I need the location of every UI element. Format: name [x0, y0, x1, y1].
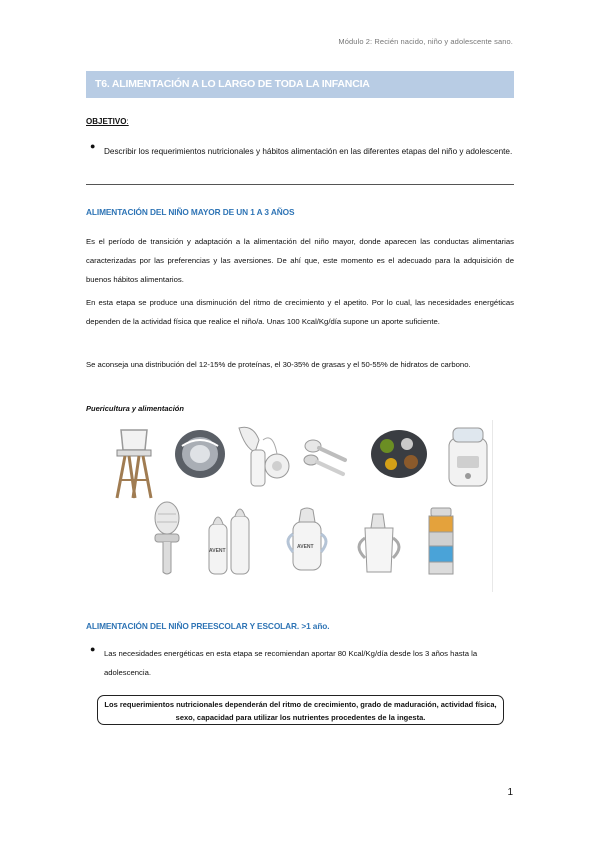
spoons-icon	[301, 434, 349, 478]
trainer-cup-icon	[283, 506, 331, 574]
objetivo-label-text: OBJETIVO	[86, 117, 127, 126]
breast-pump-icon	[233, 422, 291, 490]
bowl-icon	[173, 428, 227, 480]
section-heading-preschool: ALIMENTACIÓN DEL NIÑO PREESCOLAR Y ESCOLAR. >1 año.	[86, 621, 330, 631]
product-gallery	[101, 420, 493, 592]
feeder-icon	[149, 500, 185, 576]
cup-brand-label: AVENT	[297, 544, 314, 550]
sippy-cup-icon	[353, 510, 407, 576]
baby-bottles-icon	[205, 502, 253, 578]
plate-icon	[369, 428, 429, 480]
objetivo-label	[86, 117, 129, 126]
nutrition-note-text: Los requerimientos nutricionales dependerán del ritmo de crecimiento, grado de maduración, actividad física, sexo, capacidad para utilizar los nutrientes procedentes de la ingesta.	[104, 700, 497, 722]
chapter-title: T6. ALIMENTACIÓN A LO LARGO DE TODA LA INFANCIA	[95, 78, 370, 90]
baby-food-maker-icon	[445, 424, 491, 490]
high-chair-icon	[111, 424, 157, 502]
page-number: 1	[507, 787, 513, 798]
paragraph-transition: Es el período de transición y adaptación a la alimentación del niño mayor, donde aparecen las conductas alimentarias caracterizadas por las preferencias y las aversiones. De ahí que, este momento es el adecuado para la adquisición de buenos hábitos alimentarios.	[86, 237, 514, 284]
running-header: Módulo 2: Recién nacido, niño y adolescente sano.	[338, 37, 513, 46]
formula-dispenser-icon	[425, 504, 457, 578]
energy-needs-text: Las necesidades energéticas en esta etapa se recomiendan aportar 80 Kcal/Kg/día desde los 3 años hasta la adolescencia.	[104, 649, 478, 677]
nutrition-note-box	[97, 695, 504, 725]
section-heading-1-3-years: ALIMENTACIÓN DEL NIÑO MAYOR DE UN 1 A 3 AÑOS	[86, 207, 295, 217]
section-divider	[86, 184, 514, 185]
objetivo-colon: :	[126, 117, 129, 126]
bottle-brand-label-1: AVENT	[209, 548, 226, 554]
image-caption: Puericultura y alimentación	[86, 404, 184, 413]
bullet-icon: ●	[90, 644, 96, 654]
bullet-icon: ●	[90, 141, 96, 151]
objetivo-text: Describir los requerimientos nutricionales y hábitos alimentación en las diferentes etapas del niño y adolescente.	[104, 147, 513, 156]
paragraph-growth: En esta etapa se produce una disminución del ritmo de crecimiento y el apetito. Por lo cual, las necesidades energéticas dependen de la actividad física que realice el niño/a. Unas 100 Kcal/Kg/día supone un aporte suficiente.	[86, 298, 514, 326]
chapter-title-bar	[86, 71, 514, 98]
paragraph-distribution: Se aconseja una distribución del 12-15% de proteínas, el 30-35% de grasas y el 50-55% de hidratos de carbono.	[86, 360, 471, 369]
